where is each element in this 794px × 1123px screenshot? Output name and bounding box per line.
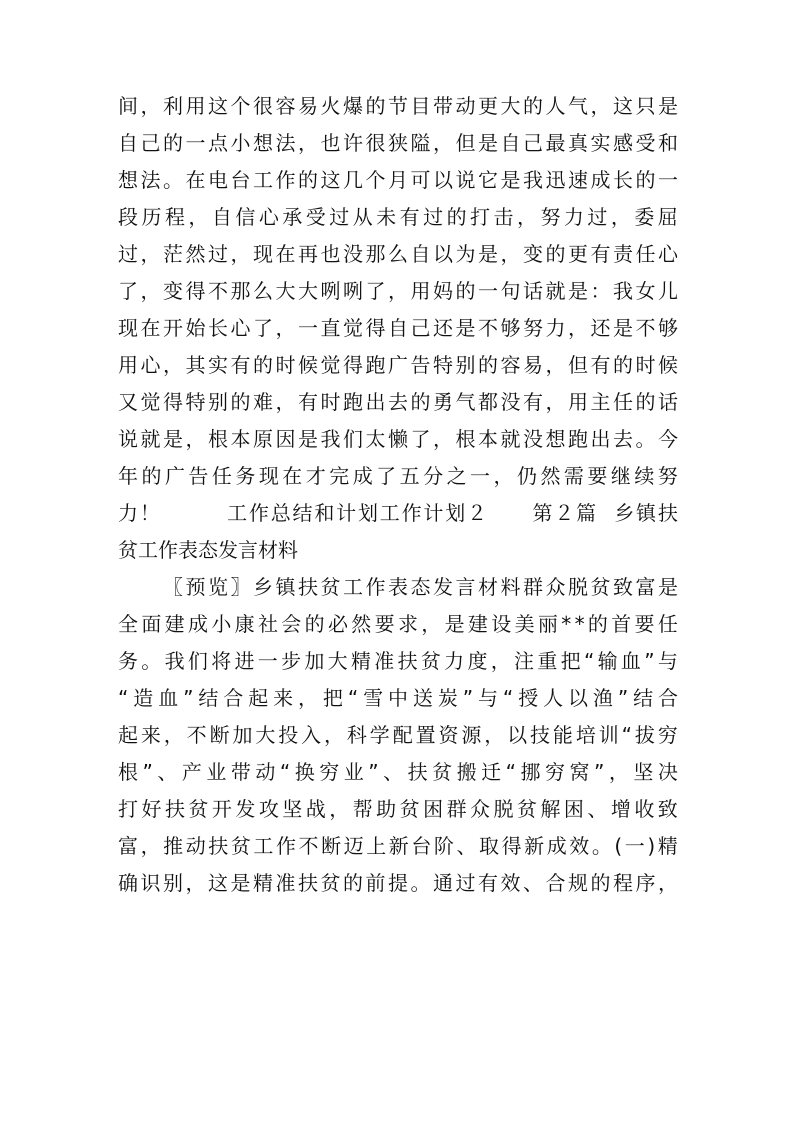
body-text (118, 88, 678, 902)
text-line: 段 历 程 ， 自 信 心 承 受 过 从 未 有 过 的 打 击 ， 努 力 过 ， 委 屈 (118, 205, 678, 229)
text-line: 又 觉 得 特 别 的 难 ， 有 时 跑 出 去 的 勇 气 都 没 有 ， 用 主 任 的 话 (118, 390, 678, 414)
text-line: 想 法 。 在 电 台 工 作 的 这 几 个 月 可 以 说 它 是 我 迅 速 成 长 的 一 (118, 168, 678, 192)
text-line: 贫工作表态发言材料 (118, 538, 298, 562)
text-line: 打 好 扶 贫 开 发 攻 坚 战 ， 帮 助 贫 困 群 众 脱 贫 解 困 、 增 收 致 (118, 797, 678, 821)
text-line: 根 ” 、 产 业 带 动 “ 换 穷 业 ” 、 扶 贫 搬 迁 “ 挪 穷 窝 ” ， 坚 决 (118, 760, 678, 784)
text-line: 务 。 我 们 将 进 一 步 加 大 精 准 扶 贫 力 度 ， 注 重 把 “ 输 血 ” 与 (118, 649, 678, 673)
text-line: 说 就 是 ， 根 本 原 因 是 我 们 太 懒 了 ， 根 本 就 没 想 跑 出 去 。 今 (118, 427, 678, 451)
text-line: 年 的 广 告 任 务 现 在 才 完 成 了 五 分 之 一 ， 仍 然 需 要 继 续 努 (118, 464, 678, 488)
text-line: 过 ， 茫 然 过 ， 现 在 再 也 没 那 么 自 以 为 是 ， 变 的 更 有 责 任 心 (118, 242, 678, 266)
text-line: 确 识 别 ， 这 是 精 准 扶 贫 的 前 提 。 通 过 有 效 、 合 规 的 程 序 ， (118, 871, 678, 895)
text-line: 了 ， 变 得 不 那 么 大 大 咧 咧 了 ， 用 妈 的 一 句 话 就 是 ： 我 女 儿 (118, 279, 678, 303)
text-line: 〖 预 览 〗 乡 镇 扶 贫 工 作 表 态 发 言 材 料 群 众 脱 贫 致 富 是 (163, 575, 678, 599)
text-line: 现 在 开 始 长 心 了 ， 一 直 觉 得 自 己 还 是 不 够 努 力 ， 还 是 不 够 (118, 316, 678, 340)
text-line: 间 ， 利 用 这 个 很 容 易 火 爆 的 节 目 带 动 更 大 的 人 气 ， 这 只 是 (118, 94, 678, 118)
text-line: 全 面 建 成 小 康 社 会 的 必 然 要 求 ， 是 建 设 美 丽 * * 的 首 要 任 (118, 612, 678, 636)
text-line: 起 来 ， 不 断 加 大 投 入 ， 科 学 配 置 资 源 ， 以 技 能 培 训 “ 拔 穷 (118, 723, 678, 747)
text-line: “ 造 血 ” 结 合 起 来 ， 把 “ 雪 中 送 炭 ” 与 “ 授 人 以 渔 ” 结 合 (118, 686, 678, 710)
text-line: 富 ， 推 动 扶 贫 工 作 不 断 迈 上 新 台 阶 、 取 得 新 成 效 。 ( 一 ) 精 (118, 834, 678, 858)
text-line: 用 心 ， 其 实 有 的 时 候 觉 得 跑 广 告 特 别 的 容 易 ， 但 有 的 时 候 (118, 353, 678, 377)
text-line: 力 ！ 工 作 总 结 和 计 划 工 作 计 划 ２ 第 ２ 篇 乡 镇 扶 (118, 501, 678, 525)
text-line: 自 己 的 一 点 小 想 法 ， 也 许 很 狭 隘 ， 但 是 自 己 最 真 实 感 受 和 (118, 131, 678, 155)
